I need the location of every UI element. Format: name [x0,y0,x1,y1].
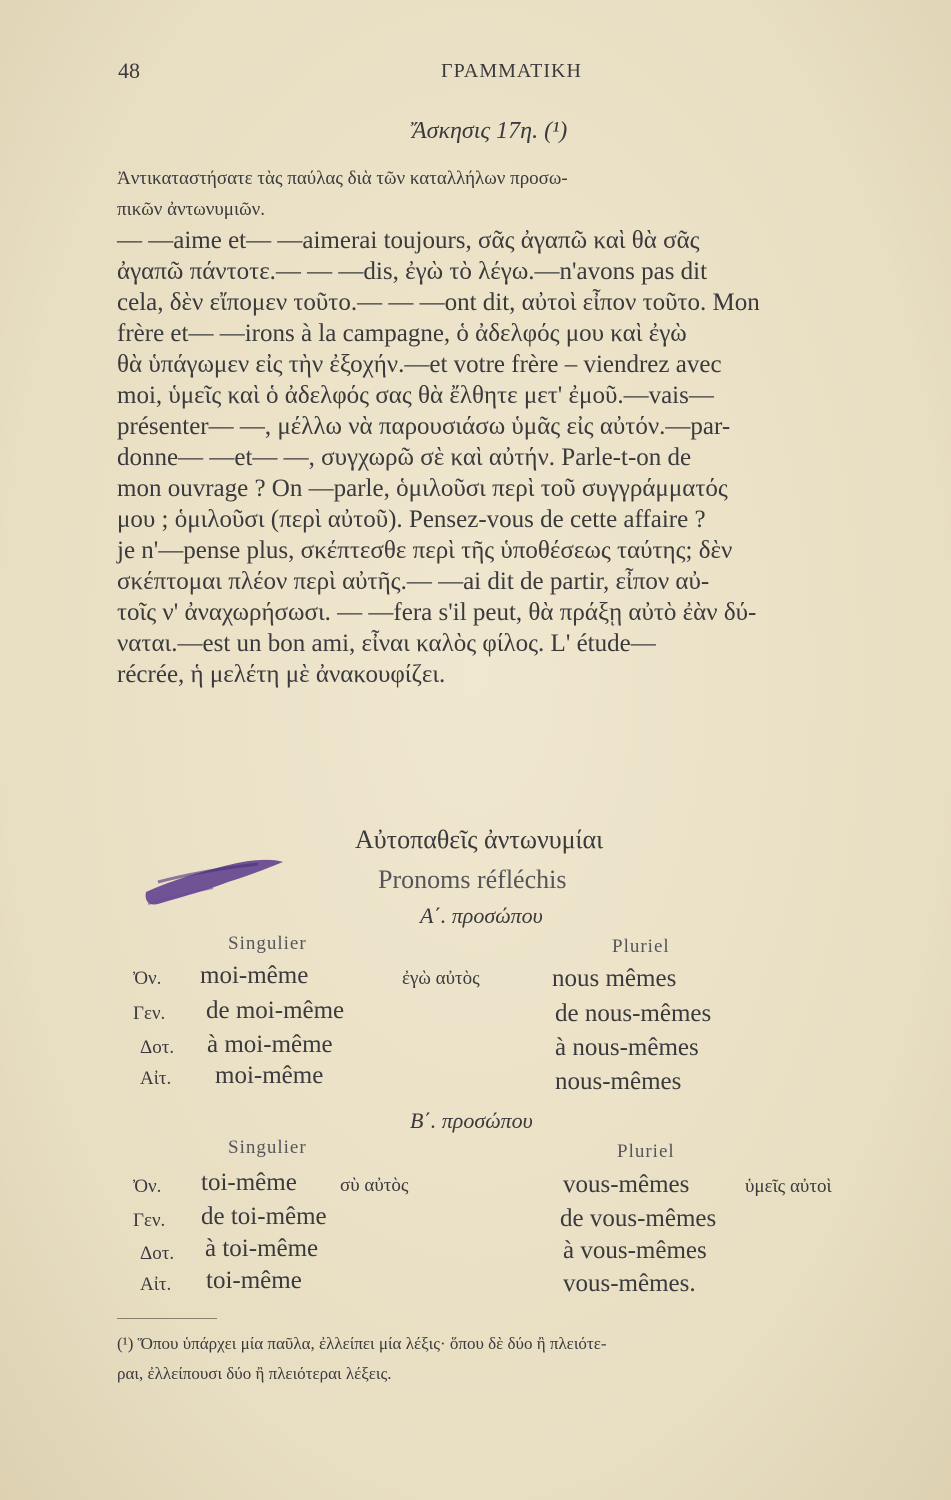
exercise-line: récrée, ἡ μελέτη μὲ ἀνακουφίζει. [117,661,446,688]
exercise-line: mon ouvrage ? On —parle, ὁμιλοῦσι περὶ τοῦ συγγράμματός [117,475,728,502]
exercise-line: ναται.—est un bon ami, εἶναι καλὸς φίλος. L' étude— [117,630,656,657]
exercise-line: τοῖς ν' ἀναχωρήσωσι. — —fera s'il peut, θὰ πράξῃ αὐτὸ ἐὰν δύ- [117,599,757,626]
singular-form: à toi-même [205,1235,319,1262]
first-person-heading: Α΄. προσώπου [420,903,543,928]
singular-form: à moi-même [207,1031,333,1058]
exercise-line: cela, δὲν εἴπομεν τοῦτο.— — —ont dit, αὐτοὶ εἶπον τοῦτο. Mon [117,289,760,316]
case-label: Ὀν. [133,1176,162,1197]
exercise-line: — —aime et— —aimerai toujours, σᾶς ἀγαπῶ καὶ θὰ σᾶς [117,227,700,254]
exercise-title: Ἄσκησις 17η. (¹) [412,118,568,144]
exercise-line: donne— —et— —, συγχωρῶ σὲ καὶ αὐτήν. Parle-t-on de [117,444,692,471]
second-person-heading: Β΄. προσώπου [410,1108,533,1133]
singular-form: moi-même [215,1062,324,1089]
exercise-line: présenter— —, μέλλω νὰ παρουσιάσω ὑμᾶς εἰς αὐτόν.—par- [117,413,731,440]
exercise-line: moi, ὑμεῖς καὶ ὁ ἀδελφός σας θὰ ἔλθητε μετ' ἐμοῦ.—vais— [117,382,714,409]
singular-greek: σὺ αὐτὸς [340,1175,409,1196]
section-title-french: Pronoms réfléchis [378,865,567,894]
case-label: Αἰτ. [140,1068,172,1089]
singular-column-heading: Singulier [228,1137,307,1158]
exercise-line: πικῶν ἀντωνυμιῶν. [117,199,265,220]
ink-smudge-icon [138,852,288,912]
footnote-line: (¹) Ὅπου ὑπάρχει μία παῦλα, ἐλλείπει μία λέξις· ὅπου δὲ δύο ἢ πλειότε- [117,1334,607,1353]
singular-form: toi-même [206,1267,302,1294]
singular-form: de toi-même [201,1203,327,1230]
exercise-text [117,163,917,690]
plural-form: de nous-mêmes [555,1000,712,1027]
singular-form: toi-même [201,1169,297,1196]
plural-form: nous-mêmes [555,1068,682,1095]
singular-form: de moi-même [206,997,345,1024]
section-title-greek: Αὐτοπαθεῖς ἀντωνυμίαι [355,825,604,854]
plural-form: à nous-mêmes [555,1034,699,1061]
plural-column-heading: Pluriel [612,936,670,957]
case-label: Γεν. [133,1003,166,1024]
plural-form: vous-mêmes [563,1171,690,1198]
exercise-line: frère et— —irons à la campagne, ὁ ἀδελφός μου καὶ ἐγὼ [117,320,687,347]
plural-column-heading: Pluriel [617,1141,675,1162]
plural-form: vous-mêmes. [563,1270,696,1297]
exercise-line: je n'—pense plus, σκέπτεσθε περὶ τῆς ὑποθέσεως ταύτης; δὲν [117,537,733,564]
running-title: ΓΡΑΜΜΑΤΙΚΗ [441,60,582,82]
plural-form: nous mêmes [552,965,677,992]
exercise-line: Ἀντικαταστήσατε τὰς παύλας διὰ τῶν καταλλήλων προσω- [117,168,568,189]
plural-greek: ὑμεῖς αὐτοὶ [745,1176,832,1197]
exercise-line: σκέπτομαι πλέον περὶ αὐτῆς.— —ai dit de partir, εἶπον αὐ- [117,568,710,595]
footnote-line: ραι, ἐλλείπουσι δύο ἢ πλειότεραι λέξεις. [117,1364,392,1383]
case-label: Γεν. [133,1210,166,1231]
plural-form: de vous-mêmes [560,1205,717,1232]
page-number: 48 [118,58,140,83]
singular-greek: ἐγὼ αὐτὸς [402,968,480,989]
case-label: Αἰτ. [140,1274,172,1295]
singular-column-heading: Singulier [228,933,307,954]
case-label: Ὀν. [133,968,162,989]
exercise-line: ἀγαπῶ πάντοτε.— — —dis, ἐγὼ τὸ λέγω.—n'avons pas dit [117,258,708,285]
exercise-line: μου ; ὁμιλοῦσι (περὶ αὐτοῦ). Pensez-vous de cette affaire ? [117,506,706,533]
exercise-line: θὰ ὑπάγωμεν εἰς τὴν ἐξοχήν.—et votre frère – viendrez avec [117,351,722,378]
case-label: Δοτ. [140,1037,175,1058]
footnote-divider [117,1318,217,1319]
case-label: Δοτ. [140,1243,175,1264]
plural-form: à vous-mêmes [563,1237,707,1264]
singular-form: moi-même [200,962,309,989]
